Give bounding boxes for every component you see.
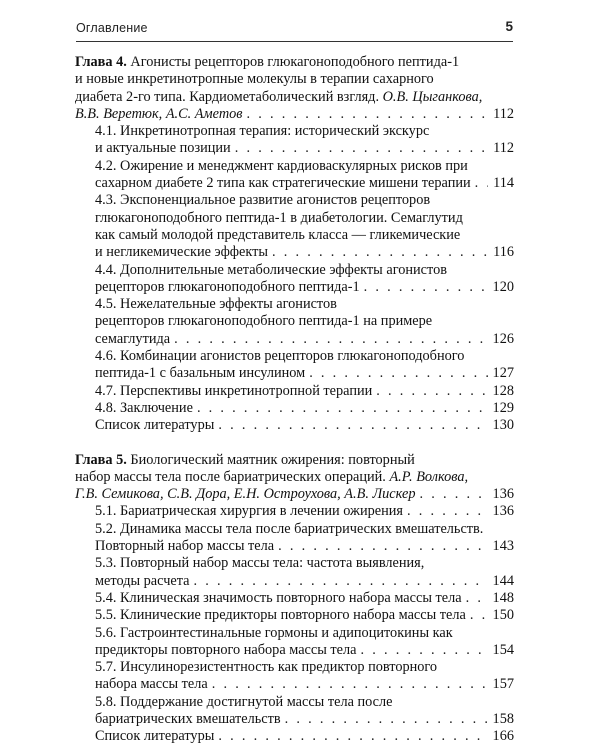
chapter-authors: О.В. Цыганкова, — [382, 88, 483, 105]
entry-title-text: Повторный набор массы тела — [95, 538, 275, 555]
entry-title-text: 4.4. Дополнительные метаболические эффекты агонистов — [95, 261, 447, 278]
dot-leader — [272, 244, 488, 261]
dot-leader — [197, 400, 488, 417]
page-number: 5 — [505, 19, 513, 34]
entry-title-text: 4.1. Инкретинотропная терапия: исторический экскурс — [95, 123, 430, 140]
entry-page-number: 116 — [493, 244, 514, 261]
entry-title-text: 4.2. Ожирение и менеджмент кардиоваскулярных рисков при — [95, 157, 468, 174]
dot-leader — [475, 175, 488, 192]
dot-leader — [466, 590, 488, 607]
entry-line — [95, 538, 514, 555]
entry-title-text: 4.7. Перспективы инкретинотропной терапии — [95, 382, 373, 399]
toc-entry[interactable] — [75, 607, 514, 624]
chapter-title-line — [75, 54, 514, 71]
entry-page-number: 136 — [492, 503, 514, 520]
chapter-page-number: 136 — [492, 486, 514, 503]
chapter-authors-line — [75, 106, 514, 123]
entry-page-number: 154 — [492, 641, 514, 658]
entry-page-number: 126 — [492, 330, 514, 347]
toc-entry[interactable] — [75, 590, 514, 607]
chapter-title-text: и новые инкретинотропные молекулы в терапии сахарного — [75, 71, 434, 88]
chapter-title-text: Биологический маятник ожирения: повторный — [130, 451, 415, 468]
entry-title-text: рецепторов глюкагоноподобного пептида-1 — [95, 278, 360, 295]
entry-title-text: 5.8. Поддержание достигнутой массы тела после — [95, 693, 393, 710]
chapter-authors-line — [75, 486, 514, 503]
dot-leader — [360, 642, 488, 659]
toc-entry[interactable] — [75, 659, 514, 694]
toc-entry[interactable] — [75, 348, 514, 383]
entry-page-number: 144 — [492, 572, 514, 589]
entry-line — [95, 279, 514, 296]
entry-line — [95, 521, 514, 538]
entry-line — [95, 140, 514, 157]
entry-page-number: 166 — [492, 728, 514, 745]
entry-page-number: 127 — [492, 365, 514, 382]
toc-entry[interactable] — [75, 296, 514, 348]
entry-title-text: как самый молодой представитель класса — гликемические — [95, 226, 461, 243]
entry-title-text: 4.5. Нежелательные эффекты агонистов — [95, 296, 337, 313]
entry-line — [95, 348, 514, 365]
entry-title-text: 5.2. Динамика массы тела после бариатрических вмешательств. — [95, 520, 484, 537]
dot-leader — [194, 573, 488, 590]
chapter-label: Глава 5. — [75, 451, 127, 468]
entry-line — [95, 590, 514, 607]
entry-line — [95, 192, 514, 209]
entry-line — [95, 365, 514, 382]
entry-line — [95, 227, 514, 244]
toc-entry[interactable] — [75, 400, 514, 417]
chapter-title-text: набор массы тела после бариатрических операций. — [75, 468, 386, 485]
entry-title-text: 4.8. Заключение — [95, 399, 193, 416]
chapter-title-text: Агонисты рецепторов глюкагоноподобного пептида-1 — [130, 54, 460, 70]
chapter-authors: В.В. Веретюк, А.С. Аметов — [75, 105, 243, 122]
entry-page-number: 120 — [492, 278, 514, 295]
entry-line — [95, 210, 514, 227]
header-rule — [76, 41, 513, 42]
toc-entry[interactable] — [75, 555, 514, 590]
toc-entry[interactable] — [75, 158, 514, 193]
entry-line — [95, 573, 514, 590]
entry-line — [95, 607, 514, 624]
dot-leader — [212, 676, 488, 693]
entry-line — [95, 642, 514, 659]
dot-leader — [364, 279, 488, 296]
entry-title-text: 5.1. Бариатрическая хирургия в лечении ожирения — [95, 503, 403, 520]
entry-title-text: глюкагоноподобного пептида-1 в диабетологии. Семаглутид — [95, 209, 463, 226]
dot-leader — [247, 106, 489, 123]
toc-entry[interactable] — [75, 123, 514, 158]
entry-page-number: 150 — [492, 607, 514, 624]
dot-leader — [285, 711, 488, 728]
dot-leader — [218, 417, 488, 434]
entry-line — [95, 417, 514, 434]
entry-title-text: рецепторов глюкагоноподобного пептида-1 на примере — [95, 313, 433, 330]
toc-entry[interactable] — [75, 503, 514, 520]
entry-line — [95, 331, 514, 348]
chapter-authors: А.Р. Волкова, — [389, 468, 469, 485]
dot-leader — [278, 538, 488, 555]
chapter-label: Глава 4. — [75, 54, 127, 70]
table-of-contents — [75, 54, 514, 746]
toc-entry[interactable] — [75, 521, 514, 556]
entry-line — [95, 555, 514, 572]
entry-line — [95, 676, 514, 693]
entry-title-text: пептида-1 с базальным инсулином — [95, 365, 306, 382]
entry-page-number: 130 — [492, 417, 514, 434]
entry-line — [95, 383, 514, 400]
entry-line — [95, 625, 514, 642]
entry-line — [95, 244, 514, 261]
toc-entry[interactable] — [75, 417, 514, 434]
toc-chapter[interactable] — [75, 452, 514, 746]
dot-leader — [407, 503, 488, 520]
dot-leader — [235, 140, 488, 157]
entry-line — [95, 175, 514, 192]
toc-entry[interactable] — [75, 625, 514, 660]
entry-page-number: 148 — [492, 589, 514, 606]
entry-title-text: 5.5. Клинические предикторы повторного набора массы тела — [95, 607, 466, 624]
dot-leader — [309, 365, 488, 382]
entry-page-number: 143 — [492, 538, 514, 555]
running-header — [76, 17, 513, 39]
entry-page-number: 114 — [493, 175, 514, 192]
entry-page-number: 129 — [492, 399, 514, 416]
entry-title-text: 5.3. Повторный набор массы тела: частота выявления, — [95, 555, 425, 572]
entry-line — [95, 503, 514, 520]
toc-entry[interactable] — [75, 192, 514, 261]
entry-title-text: методы расчета — [95, 572, 190, 589]
entry-title-text: 5.6. Гастроинтестинальные гормоны и адипоцитокины как — [95, 624, 453, 641]
entry-page-number: 112 — [493, 140, 514, 157]
toc-entry[interactable] — [75, 728, 514, 745]
entry-line — [95, 158, 514, 175]
entry-title-text: 5.4. Клиническая значимость повторного набора массы тела — [95, 589, 462, 606]
toc-entry[interactable] — [75, 262, 514, 297]
chapter-title-line — [75, 469, 514, 486]
chapter-title-text: диабета 2-го типа. Кардиометаболический взгляд. — [75, 88, 380, 105]
toc-entry[interactable] — [75, 694, 514, 729]
entry-line — [95, 123, 514, 140]
entry-title-text: 4.6. Комбинации агонистов рецепторов глюкагоноподобного — [95, 348, 465, 365]
entry-title-text: и актуальные позиции — [95, 140, 231, 157]
chapter-authors: Г.В. Семикова, С.В. Дора, Е.Н. Остроухова, А.В. Лискер — [75, 486, 416, 503]
entry-title-text: 4.3. Экспоненциальное развитие агонистов рецепторов — [95, 192, 431, 209]
entry-title-text: сахарном диабете 2 типа как стратегические мишени терапии — [95, 175, 471, 192]
entry-title-text: Список литературы — [95, 417, 215, 434]
dot-leader — [218, 728, 488, 745]
chapter-title-line — [75, 89, 514, 106]
entry-line — [95, 694, 514, 711]
entry-line — [95, 400, 514, 417]
dot-leader — [376, 383, 488, 400]
entry-title-text: семаглутида — [95, 330, 171, 347]
chapter-title-line — [75, 452, 514, 469]
entry-title-text: предикторы повторного набора массы тела — [95, 641, 357, 658]
entry-line — [95, 262, 514, 279]
entry-line — [95, 711, 514, 728]
entry-page-number: 157 — [492, 676, 514, 693]
entry-title-text: Список литературы — [95, 728, 215, 745]
entry-title-text: 5.7. Инсулинорезистентность как предиктор повторного — [95, 659, 438, 676]
toc-entry[interactable] — [75, 383, 514, 400]
section-title: Оглавление — [76, 21, 148, 35]
entry-line — [95, 659, 514, 676]
chapter-title-line — [75, 71, 514, 88]
dot-leader — [470, 607, 488, 624]
entry-line — [95, 728, 514, 745]
entry-line — [95, 313, 514, 330]
entry-title-text: и негликемические эффекты — [95, 244, 268, 261]
dot-leader — [174, 331, 488, 348]
chapter-page-number: 112 — [493, 105, 514, 122]
entry-line — [95, 296, 514, 313]
toc-chapter[interactable] — [75, 54, 514, 435]
entry-page-number: 128 — [492, 382, 514, 399]
entry-page-number: 158 — [492, 710, 514, 727]
dot-leader — [419, 486, 488, 503]
entry-title-text: бариатрических вмешательств — [95, 710, 281, 727]
entry-title-text: набора массы тела — [95, 676, 208, 693]
